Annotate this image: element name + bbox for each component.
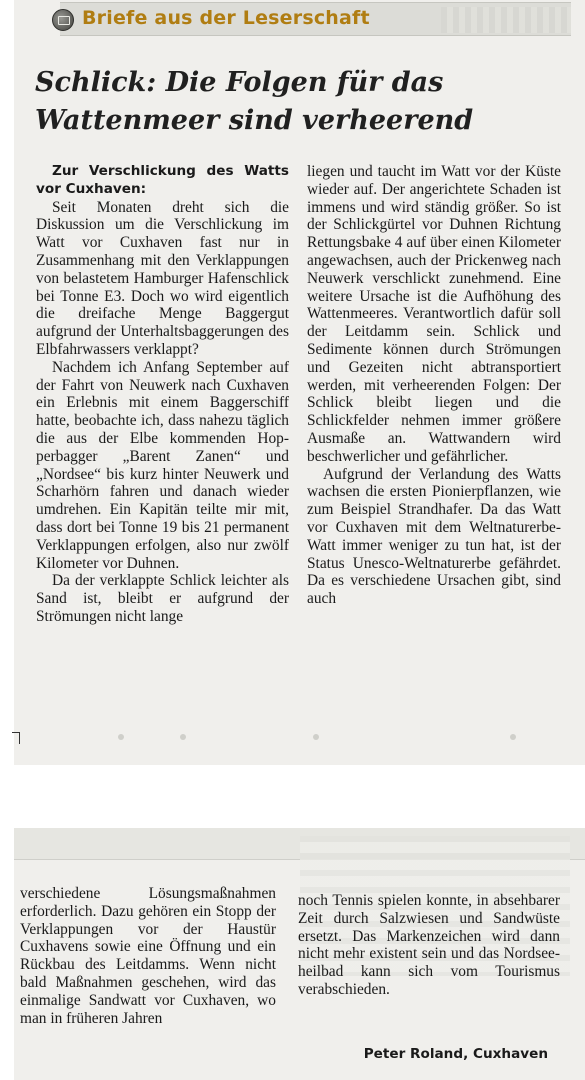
headline — [35, 64, 555, 140]
article-column-4 — [298, 892, 560, 999]
punch-hole — [510, 734, 516, 740]
paragraph: Da der verklappte Schlick leichter als Sand ist, bleibt er aufgrund der Strömungen nicht lange — [36, 572, 289, 625]
headline-line-1: Schlick: Die Folgen für das — [35, 67, 444, 98]
article-subhead: Zur Verschlickung des Watts vor Cuxhaven: — [36, 163, 289, 197]
headline-line-2: Wattenmeer sind verheerend — [35, 105, 474, 136]
paragraph: Aufgrund der Verlandung des Watts wachsen die ersten Pionierpflanzen, wie zum Beispiel Strandhafer. Da das Watt vor Cuxhaven mit dem Weltnaturerbe-Watt immer weniger zu tun hat, ist der Status Unesco-Weltnaturerbe gefährdet. Da es verschiedene Ursachen gibt, sind auch — [307, 465, 561, 608]
punch-hole — [180, 734, 186, 740]
author-signature: Peter Roland, Cuxhaven — [363, 1046, 548, 1062]
paragraph: verschiedene Lösungsmaßnahmen erforderlich. Dazu gehören ein Stopp der Verklappungen vor der Haustür Cuxhavens sowie eine Öffnung und ein Rückbau des Leitdamms. Wenn nicht bald Maßnahmen geschehen, wird das einmalige Sandwatt vor Cuxhaven, wo man in früheren Jahren — [20, 885, 276, 1027]
paragraph: noch Tennis spielen konnte, in absehbarer Zeit durch Salzwiesen und Sandwüste ersetzt. Das Markenzeichen wird dann nicht mehr existent sein und das Nordseeheilbad kann sich vom Tourismus verabschieden. — [298, 892, 560, 998]
punch-hole — [313, 734, 319, 740]
article-column-1 — [36, 163, 289, 626]
paragraph: Nachdem ich Anfang September auf der Fahrt von Neuwerk nach Cuxhaven ein Erlebnis mit einem Baggerschiff hatte, beobachte ich, dass nahezu täglich die aus der Elbe kommenden Hopperbagger „Barent Zanen“ und „Nordsee“ bis kurz hinter Neuwerk und Scharhörn fahren und danach wieder umdrehen. Ein Kapitän teilte mir mit, dass dort bei Tonne 19 bis 21 permanent Verklappungen erfolgen, also nur zwölf Kilometer vor Duhnen. — [36, 358, 289, 572]
crop-mark — [12, 732, 20, 744]
letter-icon — [52, 9, 74, 31]
rubric-title: Briefe aus der Leserschaft — [82, 7, 370, 29]
punch-hole — [118, 734, 124, 740]
paragraph: liegen und taucht im Watt vor der Küste wieder auf. Der angerichtete Schaden ist immens und wird ständig größer. So ist der Schlickgürtel vor Duhnen Richtung Rettungsbake 4 auf über einen Kilometer angewachsen, auch der Prickenweg nach Neuwerk verschlickt zunehmend. Eine weitere Ursache ist die Aufhöhung des Wattenmeeres. Verantwortlich dafür soll der Leitdamm sein. Schlick und Sedimente können durch Strömungen und Gezeiten nicht abtransportiert werden, mit verheerenden Folgen: Der Schlick bleibt liegen und die Schlickfelder nehmen immer größere Ausmaße an. Wattwandern wird beschwerlicher und gefährlicher. — [307, 163, 561, 465]
article-column-2 — [307, 163, 561, 608]
article-column-3 — [20, 885, 276, 1027]
paragraph: Seit Monaten dreht sich die Diskussion um die Verschlickung im Watt vor Cuxhaven fast nur in Zusammenhang mit den Verklappungen von belastetem Hamburger Hafenschlick bei Tonne E3. Doch wo wird eigentlich die dreifache Menge Baggergut aufgrund der Unterhaltsbaggerungen des Elbfahrwassers verklappt? — [36, 198, 289, 358]
